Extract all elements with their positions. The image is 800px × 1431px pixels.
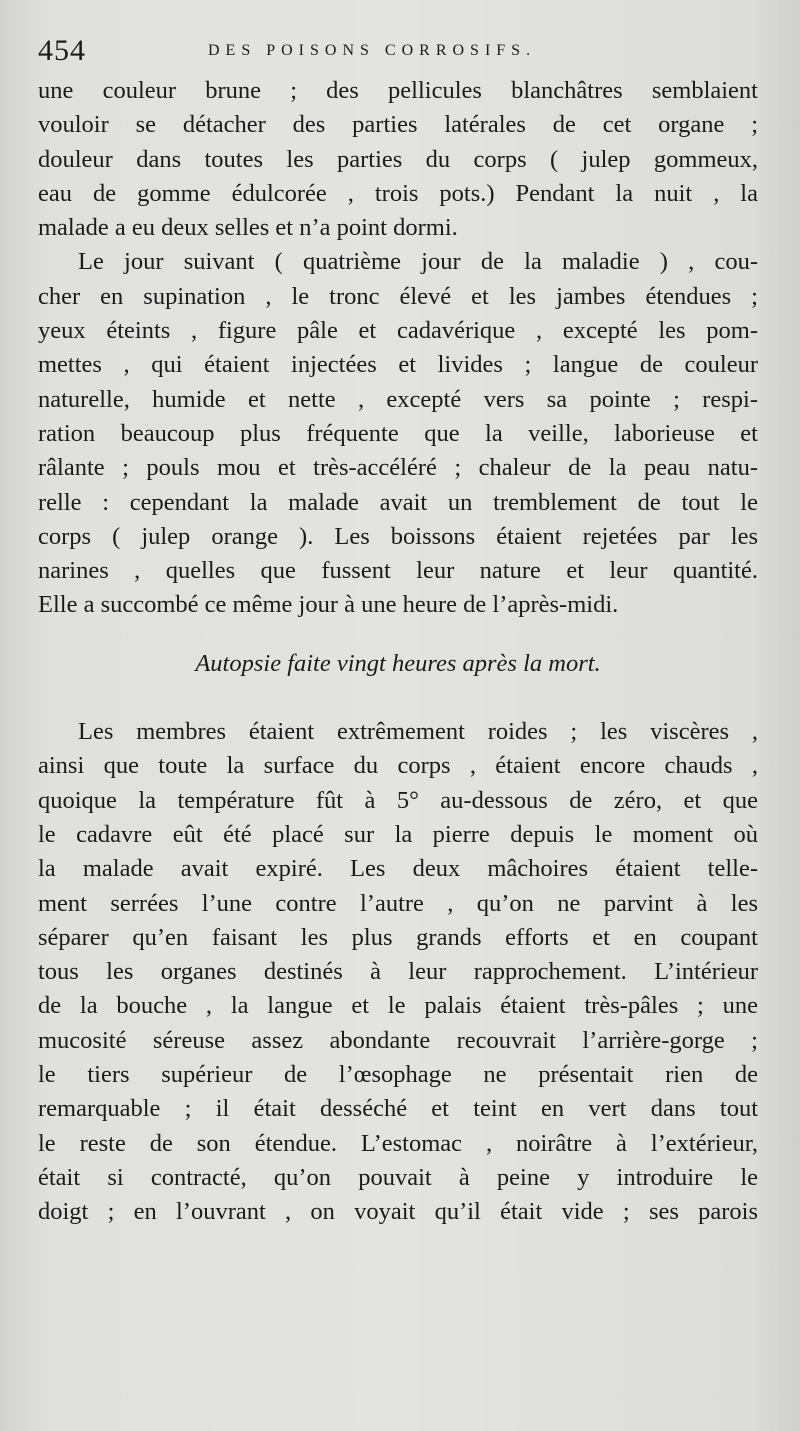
- text-line: Les membres étaient extrêmement roides ; les viscères ,: [78, 718, 758, 746]
- text-line: mettes , qui étaient injectées et livides ; langue de couleur: [38, 351, 758, 379]
- text-line: yeux éteints , figure pâle et cadavérique , excepté les pom-: [38, 317, 758, 345]
- text-line: vouloir se détacher des parties latérales de cet organe ;: [38, 111, 758, 139]
- body-text: [38, 74, 758, 1230]
- running-title: DES POISONS CORROSIFS.: [208, 42, 537, 59]
- text-line: râlante ; pouls mou et très-accéléré ; chaleur de la peau natu-: [38, 454, 758, 482]
- text-line: une couleur brune ; des pellicules blanchâtres semblaient: [38, 77, 758, 104]
- text-line: corps ( julep orange ). Les boissons étaient rejetées par les: [38, 522, 758, 550]
- text-line: doigt ; en l’ouvrant , on voyait qu’il était vide ; ses parois: [38, 1198, 758, 1226]
- paragraph-1: [38, 74, 758, 245]
- text-line: remarquable ; il était desséché et teint en vert dans tout: [38, 1095, 758, 1123]
- text-line: de la bouche , la langue et le palais étaient très-pâles ; une: [38, 992, 758, 1020]
- text-line: malade a eu deux selles et n’a point dormi.: [38, 214, 458, 242]
- text-line: Le jour suivant ( quatrième jour de la maladie ) , cou-: [78, 248, 758, 276]
- text-line: tous les organes destinés à leur rapprochement. L’intérieur: [38, 958, 758, 986]
- text-line: naturelle, humide et nette , excepté vers sa pointe ; respi-: [38, 385, 758, 413]
- running-head: [38, 28, 758, 74]
- spacer: [38, 681, 758, 715]
- text-line: ration beaucoup plus fréquente que la veille, laborieuse et: [38, 419, 758, 447]
- paragraph-3: [38, 715, 758, 1229]
- paragraph-2: [38, 245, 758, 622]
- spacer: [38, 623, 758, 647]
- text-line: relle : cependant la malade avait un tremblement de tout le: [38, 488, 758, 516]
- text-line: le reste de son étendue. L’estomac , noirâtre à l’extérieur,: [38, 1129, 758, 1157]
- section-heading: Autopsie faite vingt heures après la mort.: [195, 649, 601, 677]
- text-line: eau de gomme édulcorée , trois pots.) Pendant la nuit , la: [38, 179, 758, 207]
- text-line: cher en supination , le tronc élevé et les jambes étendues ;: [38, 282, 758, 310]
- text-line: douleur dans toutes les parties du corps ( julep gommeux,: [38, 145, 758, 173]
- text-line: ainsi que toute la surface du corps , étaient encore chauds ,: [38, 752, 758, 780]
- text-line: séparer qu’en faisant les plus grands efforts et en coupant: [38, 923, 758, 951]
- text-line: quoique la température fût à 5° au-dessous de zéro, et que: [38, 786, 758, 814]
- text-line: Elle a succombé ce même jour à une heure de l’après-midi.: [38, 591, 619, 619]
- page-number: 454: [38, 34, 86, 67]
- text-line: ment serrées l’une contre l’autre , qu’on ne parvint à les: [38, 889, 758, 917]
- text-line: narines , quelles que fussent leur nature et leur quantité.: [38, 557, 758, 585]
- text-line: était si contracté, qu’on pouvait à peine y introduire le: [38, 1163, 758, 1191]
- text-line: la malade avait expiré. Les deux mâchoires étaient telle-: [38, 855, 758, 883]
- text-line: le cadavre eût été placé sur la pierre depuis le moment où: [38, 820, 758, 848]
- text-line: le tiers supérieur de l’œsophage ne présentait rien de: [38, 1061, 758, 1089]
- text-line: mucosité séreuse assez abondante recouvrait l’arrière-gorge ;: [38, 1026, 758, 1054]
